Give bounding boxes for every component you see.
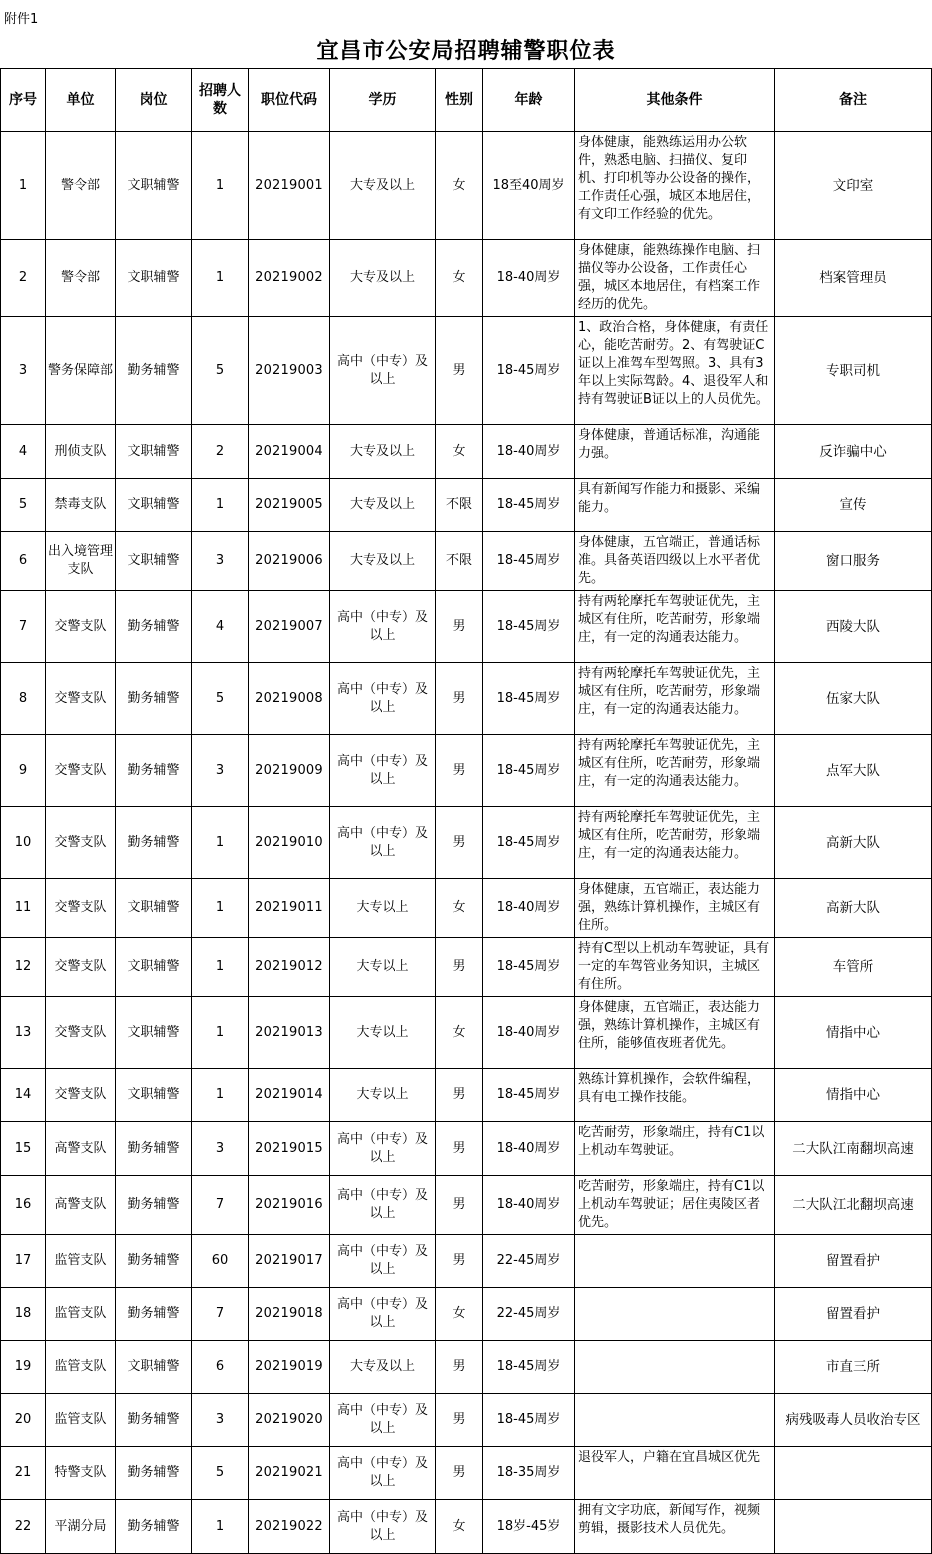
cell-no: 18 bbox=[1, 1288, 46, 1341]
table-row bbox=[1, 532, 932, 591]
cell-code: 20219001 bbox=[249, 132, 330, 240]
header-gender: 性别 bbox=[436, 69, 483, 132]
cell-code: 20219017 bbox=[249, 1235, 330, 1288]
header-unit: 单位 bbox=[46, 69, 116, 132]
cell-note: 高新大队 bbox=[775, 807, 932, 879]
cell-count: 3 bbox=[192, 1122, 249, 1176]
cell-note: 伍家大队 bbox=[775, 663, 932, 735]
cell-unit: 交警支队 bbox=[46, 663, 116, 735]
table-row bbox=[1, 317, 932, 425]
cell-code: 20219006 bbox=[249, 532, 330, 591]
cell-note: 车管所 bbox=[775, 938, 932, 997]
cell-edu: 高中（中专）及以上 bbox=[330, 1500, 436, 1554]
cell-unit: 高警支队 bbox=[46, 1176, 116, 1235]
cell-note: 留置看护 bbox=[775, 1235, 932, 1288]
cell-edu: 高中（中专）及以上 bbox=[330, 1122, 436, 1176]
cell-post: 勤务辅警 bbox=[116, 1176, 192, 1235]
cell-edu: 大专以上 bbox=[330, 938, 436, 997]
table-row bbox=[1, 1500, 932, 1554]
cell-age: 18-40周岁 bbox=[483, 1122, 575, 1176]
cell-no: 4 bbox=[1, 425, 46, 479]
cell-no: 13 bbox=[1, 997, 46, 1069]
cell-unit: 交警支队 bbox=[46, 938, 116, 997]
cell-note: 西陵大队 bbox=[775, 591, 932, 663]
position-table bbox=[0, 68, 932, 1554]
cell-count: 3 bbox=[192, 1394, 249, 1447]
cell-note: 档案管理员 bbox=[775, 240, 932, 317]
cell-unit: 禁毒支队 bbox=[46, 479, 116, 532]
cell-post: 勤务辅警 bbox=[116, 1500, 192, 1554]
cell-cond: 吃苦耐劳，形象端庄，持有C1以上机动车驾驶证。 bbox=[575, 1122, 775, 1176]
cell-cond: 持有两轮摩托车驾驶证优先，主城区有住所，吃苦耐劳，形象端庄，有一定的沟通表达能力。 bbox=[575, 735, 775, 807]
table-row bbox=[1, 735, 932, 807]
cell-no: 8 bbox=[1, 663, 46, 735]
cell-count: 1 bbox=[192, 240, 249, 317]
cell-count: 4 bbox=[192, 591, 249, 663]
cell-age: 18-45周岁 bbox=[483, 1394, 575, 1447]
table-row bbox=[1, 663, 932, 735]
cell-gender: 男 bbox=[436, 1176, 483, 1235]
cell-age: 18岁-45岁 bbox=[483, 1500, 575, 1554]
cell-gender: 男 bbox=[436, 317, 483, 425]
cell-note bbox=[775, 1500, 932, 1554]
cell-edu: 高中（中专）及以上 bbox=[330, 1447, 436, 1500]
cell-gender: 男 bbox=[436, 1235, 483, 1288]
cell-code: 20219002 bbox=[249, 240, 330, 317]
cell-unit: 监管支队 bbox=[46, 1394, 116, 1447]
cell-gender: 男 bbox=[436, 807, 483, 879]
cell-code: 20219019 bbox=[249, 1341, 330, 1394]
cell-no: 5 bbox=[1, 479, 46, 532]
header-note: 备注 bbox=[775, 69, 932, 132]
cell-count: 60 bbox=[192, 1235, 249, 1288]
cell-count: 7 bbox=[192, 1176, 249, 1235]
cell-post: 勤务辅警 bbox=[116, 317, 192, 425]
cell-cond: 熟练计算机操作，会软件编程，具有电工操作技能。 bbox=[575, 1069, 775, 1122]
cell-note: 情指中心 bbox=[775, 997, 932, 1069]
cell-age: 22-45周岁 bbox=[483, 1235, 575, 1288]
cell-no: 10 bbox=[1, 807, 46, 879]
cell-cond: 吃苦耐劳，形象端庄，持有C1以上机动车驾驶证；居住夷陵区者优先。 bbox=[575, 1176, 775, 1235]
cell-cond: 身体健康，能熟练运用办公软件，熟悉电脑、扫描仪、复印机、打印机等办公设备的操作，工作责任心强，城区本地居住，有文印工作经验的优先。 bbox=[575, 132, 775, 240]
cell-edu: 大专及以上 bbox=[330, 1341, 436, 1394]
cell-code: 20219010 bbox=[249, 807, 330, 879]
header-code: 职位代码 bbox=[249, 69, 330, 132]
cell-edu: 大专及以上 bbox=[330, 532, 436, 591]
cell-cond: 持有C型以上机动车驾驶证，具有一定的车驾管业务知识，主城区有住所。 bbox=[575, 938, 775, 997]
cell-post: 文职辅警 bbox=[116, 997, 192, 1069]
table-row bbox=[1, 132, 932, 240]
cell-edu: 高中（中专）及以上 bbox=[330, 1176, 436, 1235]
cell-edu: 高中（中专）及以上 bbox=[330, 663, 436, 735]
cell-post: 文职辅警 bbox=[116, 879, 192, 938]
cell-no: 11 bbox=[1, 879, 46, 938]
cell-age: 18-45周岁 bbox=[483, 938, 575, 997]
cell-note: 高新大队 bbox=[775, 879, 932, 938]
cell-gender: 男 bbox=[436, 735, 483, 807]
cell-age: 18-40周岁 bbox=[483, 425, 575, 479]
cell-unit: 刑侦支队 bbox=[46, 425, 116, 479]
cell-age: 22-45周岁 bbox=[483, 1288, 575, 1341]
cell-edu: 大专以上 bbox=[330, 879, 436, 938]
cell-edu: 大专及以上 bbox=[330, 479, 436, 532]
cell-age: 18-45周岁 bbox=[483, 317, 575, 425]
cell-post: 文职辅警 bbox=[116, 532, 192, 591]
cell-no: 9 bbox=[1, 735, 46, 807]
table-row bbox=[1, 997, 932, 1069]
cell-code: 20219014 bbox=[249, 1069, 330, 1122]
cell-unit: 交警支队 bbox=[46, 997, 116, 1069]
cell-post: 勤务辅警 bbox=[116, 591, 192, 663]
cell-count: 1 bbox=[192, 807, 249, 879]
cell-note bbox=[775, 1447, 932, 1500]
header-cond: 其他条件 bbox=[575, 69, 775, 132]
cell-edu: 大专及以上 bbox=[330, 425, 436, 479]
cell-post: 勤务辅警 bbox=[116, 1394, 192, 1447]
table-row bbox=[1, 1235, 932, 1288]
cell-edu: 高中（中专）及以上 bbox=[330, 1394, 436, 1447]
cell-code: 20219012 bbox=[249, 938, 330, 997]
cell-post: 文职辅警 bbox=[116, 1341, 192, 1394]
cell-cond: 持有两轮摩托车驾驶证优先，主城区有住所，吃苦耐劳，形象端庄，有一定的沟通表达能力。 bbox=[575, 591, 775, 663]
cell-note: 反诈骗中心 bbox=[775, 425, 932, 479]
cell-no: 1 bbox=[1, 132, 46, 240]
cell-cond bbox=[575, 1235, 775, 1288]
cell-edu: 高中（中专）及以上 bbox=[330, 317, 436, 425]
cell-note: 二大队江南翻坝高速 bbox=[775, 1122, 932, 1176]
cell-code: 20219007 bbox=[249, 591, 330, 663]
cell-gender: 男 bbox=[436, 1069, 483, 1122]
cell-no: 15 bbox=[1, 1122, 46, 1176]
cell-count: 5 bbox=[192, 317, 249, 425]
cell-cond: 1、政治合格，身体健康，有责任心，能吃苦耐劳。2、有驾驶证C证以上准驾车型驾照。3、具有3年以上实际驾龄。4、退役军人和持有驾驶证B证以上的人员优先。 bbox=[575, 317, 775, 425]
cell-edu: 高中（中专）及以上 bbox=[330, 1288, 436, 1341]
cell-age: 18-45周岁 bbox=[483, 1069, 575, 1122]
cell-count: 1 bbox=[192, 938, 249, 997]
cell-note: 留置看护 bbox=[775, 1288, 932, 1341]
header-age: 年龄 bbox=[483, 69, 575, 132]
cell-code: 20219009 bbox=[249, 735, 330, 807]
cell-edu: 大专以上 bbox=[330, 1069, 436, 1122]
cell-post: 勤务辅警 bbox=[116, 1288, 192, 1341]
cell-cond bbox=[575, 1394, 775, 1447]
cell-note: 市直三所 bbox=[775, 1341, 932, 1394]
cell-gender: 男 bbox=[436, 663, 483, 735]
cell-cond: 具有新闻写作能力和摄影、采编能力。 bbox=[575, 479, 775, 532]
cell-no: 3 bbox=[1, 317, 46, 425]
cell-post: 文职辅警 bbox=[116, 1069, 192, 1122]
cell-age: 18-40周岁 bbox=[483, 1176, 575, 1235]
cell-note: 宣传 bbox=[775, 479, 932, 532]
cell-edu: 高中（中专）及以上 bbox=[330, 735, 436, 807]
cell-post: 勤务辅警 bbox=[116, 807, 192, 879]
cell-gender: 女 bbox=[436, 997, 483, 1069]
cell-gender: 男 bbox=[436, 1122, 483, 1176]
cell-unit: 交警支队 bbox=[46, 735, 116, 807]
table-row bbox=[1, 1122, 932, 1176]
cell-unit: 交警支队 bbox=[46, 807, 116, 879]
cell-count: 5 bbox=[192, 1447, 249, 1500]
cell-unit: 平湖分局 bbox=[46, 1500, 116, 1554]
cell-post: 文职辅警 bbox=[116, 425, 192, 479]
cell-no: 17 bbox=[1, 1235, 46, 1288]
cell-gender: 男 bbox=[436, 591, 483, 663]
cell-count: 6 bbox=[192, 1341, 249, 1394]
cell-age: 18-40周岁 bbox=[483, 879, 575, 938]
cell-age: 18-45周岁 bbox=[483, 807, 575, 879]
cell-edu: 大专及以上 bbox=[330, 132, 436, 240]
cell-cond: 拥有文字功底，新闻写作，视频剪辑，摄影技术人员优先。 bbox=[575, 1500, 775, 1554]
cell-gender: 女 bbox=[436, 240, 483, 317]
cell-post: 勤务辅警 bbox=[116, 735, 192, 807]
cell-count: 3 bbox=[192, 532, 249, 591]
cell-code: 20219022 bbox=[249, 1500, 330, 1554]
cell-unit: 高警支队 bbox=[46, 1122, 116, 1176]
cell-count: 7 bbox=[192, 1288, 249, 1341]
cell-gender: 不限 bbox=[436, 532, 483, 591]
cell-unit: 监管支队 bbox=[46, 1288, 116, 1341]
cell-age: 18至40周岁 bbox=[483, 132, 575, 240]
cell-edu: 高中（中专）及以上 bbox=[330, 591, 436, 663]
table-row bbox=[1, 1447, 932, 1500]
cell-unit: 特警支队 bbox=[46, 1447, 116, 1500]
table-row bbox=[1, 1394, 932, 1447]
table-row bbox=[1, 879, 932, 938]
cell-note: 窗口服务 bbox=[775, 532, 932, 591]
cell-post: 勤务辅警 bbox=[116, 1235, 192, 1288]
table-row bbox=[1, 807, 932, 879]
cell-post: 文职辅警 bbox=[116, 132, 192, 240]
table-row bbox=[1, 591, 932, 663]
header-post: 岗位 bbox=[116, 69, 192, 132]
cell-age: 18-45周岁 bbox=[483, 1341, 575, 1394]
cell-count: 1 bbox=[192, 479, 249, 532]
cell-count: 1 bbox=[192, 879, 249, 938]
header-no: 序号 bbox=[1, 69, 46, 132]
cell-edu: 高中（中专）及以上 bbox=[330, 807, 436, 879]
cell-no: 20 bbox=[1, 1394, 46, 1447]
cell-note: 情指中心 bbox=[775, 1069, 932, 1122]
cell-age: 18-40周岁 bbox=[483, 240, 575, 317]
cell-no: 2 bbox=[1, 240, 46, 317]
cell-edu: 高中（中专）及以上 bbox=[330, 1235, 436, 1288]
cell-note: 二大队江北翻坝高速 bbox=[775, 1176, 932, 1235]
cell-cond: 身体健康，五官端正，表达能力强，熟练计算机操作，主城区有住所，能够值夜班者优先。 bbox=[575, 997, 775, 1069]
cell-cond: 持有两轮摩托车驾驶证优先，主城区有住所，吃苦耐劳，形象端庄，有一定的沟通表达能力。 bbox=[575, 807, 775, 879]
cell-cond: 身体健康，能熟练操作电脑、扫描仪等办公设备，工作责任心强，城区本地居住，有档案工作经历的优先。 bbox=[575, 240, 775, 317]
attachment-label: 附件1 bbox=[4, 12, 39, 27]
cell-gender: 男 bbox=[436, 938, 483, 997]
cell-post: 勤务辅警 bbox=[116, 1447, 192, 1500]
cell-edu: 大专以上 bbox=[330, 997, 436, 1069]
cell-cond bbox=[575, 1288, 775, 1341]
cell-no: 19 bbox=[1, 1341, 46, 1394]
cell-gender: 女 bbox=[436, 1500, 483, 1554]
cell-age: 18-35周岁 bbox=[483, 1447, 575, 1500]
cell-note: 病残吸毒人员收治专区 bbox=[775, 1394, 932, 1447]
header-count: 招聘人数 bbox=[192, 69, 249, 132]
cell-code: 20219015 bbox=[249, 1122, 330, 1176]
cell-count: 1 bbox=[192, 1500, 249, 1554]
cell-age: 18-45周岁 bbox=[483, 479, 575, 532]
cell-post: 文职辅警 bbox=[116, 938, 192, 997]
cell-gender: 不限 bbox=[436, 479, 483, 532]
table-row bbox=[1, 425, 932, 479]
cell-age: 18-45周岁 bbox=[483, 663, 575, 735]
cell-cond: 身体健康，五官端正，表达能力强，熟练计算机操作，主城区有住所。 bbox=[575, 879, 775, 938]
cell-count: 1 bbox=[192, 1069, 249, 1122]
cell-unit: 交警支队 bbox=[46, 879, 116, 938]
cell-unit: 交警支队 bbox=[46, 1069, 116, 1122]
table-row bbox=[1, 1069, 932, 1122]
cell-code: 20219011 bbox=[249, 879, 330, 938]
table-row bbox=[1, 1176, 932, 1235]
cell-post: 勤务辅警 bbox=[116, 663, 192, 735]
table-row bbox=[1, 1341, 932, 1394]
cell-count: 5 bbox=[192, 663, 249, 735]
cell-count: 1 bbox=[192, 132, 249, 240]
table-row bbox=[1, 240, 932, 317]
cell-note: 专职司机 bbox=[775, 317, 932, 425]
cell-age: 18-45周岁 bbox=[483, 591, 575, 663]
cell-edu: 大专及以上 bbox=[330, 240, 436, 317]
cell-code: 20219013 bbox=[249, 997, 330, 1069]
cell-cond: 退役军人，户籍在宜昌城区优先 bbox=[575, 1447, 775, 1500]
cell-unit: 监管支队 bbox=[46, 1341, 116, 1394]
cell-unit: 监管支队 bbox=[46, 1235, 116, 1288]
header-edu: 学历 bbox=[330, 69, 436, 132]
cell-age: 18-40周岁 bbox=[483, 997, 575, 1069]
cell-count: 2 bbox=[192, 425, 249, 479]
cell-gender: 男 bbox=[436, 1394, 483, 1447]
cell-count: 1 bbox=[192, 997, 249, 1069]
cell-gender: 男 bbox=[436, 1447, 483, 1500]
cell-cond: 身体健康，普通话标准，沟通能力强。 bbox=[575, 425, 775, 479]
cell-code: 20219005 bbox=[249, 479, 330, 532]
page-title: 宜昌市公安局招聘辅警职位表 bbox=[316, 39, 616, 64]
cell-gender: 女 bbox=[436, 425, 483, 479]
table-row bbox=[1, 479, 932, 532]
cell-no: 7 bbox=[1, 591, 46, 663]
cell-no: 21 bbox=[1, 1447, 46, 1500]
cell-gender: 女 bbox=[436, 1288, 483, 1341]
cell-gender: 男 bbox=[436, 1341, 483, 1394]
cell-gender: 女 bbox=[436, 879, 483, 938]
cell-post: 文职辅警 bbox=[116, 479, 192, 532]
cell-count: 3 bbox=[192, 735, 249, 807]
cell-no: 6 bbox=[1, 532, 46, 591]
cell-code: 20219020 bbox=[249, 1394, 330, 1447]
cell-cond: 身体健康，五官端正，普通话标准。具备英语四级以上水平者优先。 bbox=[575, 532, 775, 591]
table-row bbox=[1, 938, 932, 997]
cell-code: 20219018 bbox=[249, 1288, 330, 1341]
cell-unit: 警令部 bbox=[46, 132, 116, 240]
cell-unit: 警令部 bbox=[46, 240, 116, 317]
cell-no: 22 bbox=[1, 1500, 46, 1554]
cell-no: 14 bbox=[1, 1069, 46, 1122]
cell-age: 18-45周岁 bbox=[483, 735, 575, 807]
cell-cond bbox=[575, 1341, 775, 1394]
cell-code: 20219008 bbox=[249, 663, 330, 735]
cell-unit: 出入境管理支队 bbox=[46, 532, 116, 591]
table-row bbox=[1, 1288, 932, 1341]
cell-cond: 持有两轮摩托车驾驶证优先，主城区有住所，吃苦耐劳，形象端庄，有一定的沟通表达能力。 bbox=[575, 663, 775, 735]
header-row bbox=[1, 69, 932, 132]
cell-no: 12 bbox=[1, 938, 46, 997]
cell-code: 20219016 bbox=[249, 1176, 330, 1235]
cell-post: 文职辅警 bbox=[116, 240, 192, 317]
cell-unit: 交警支队 bbox=[46, 591, 116, 663]
cell-code: 20219003 bbox=[249, 317, 330, 425]
cell-unit: 警务保障部 bbox=[46, 317, 116, 425]
cell-post: 勤务辅警 bbox=[116, 1122, 192, 1176]
cell-note: 文印室 bbox=[775, 132, 932, 240]
cell-age: 18-45周岁 bbox=[483, 532, 575, 591]
cell-code: 20219021 bbox=[249, 1447, 330, 1500]
cell-code: 20219004 bbox=[249, 425, 330, 479]
cell-gender: 女 bbox=[436, 132, 483, 240]
cell-no: 16 bbox=[1, 1176, 46, 1235]
cell-note: 点军大队 bbox=[775, 735, 932, 807]
